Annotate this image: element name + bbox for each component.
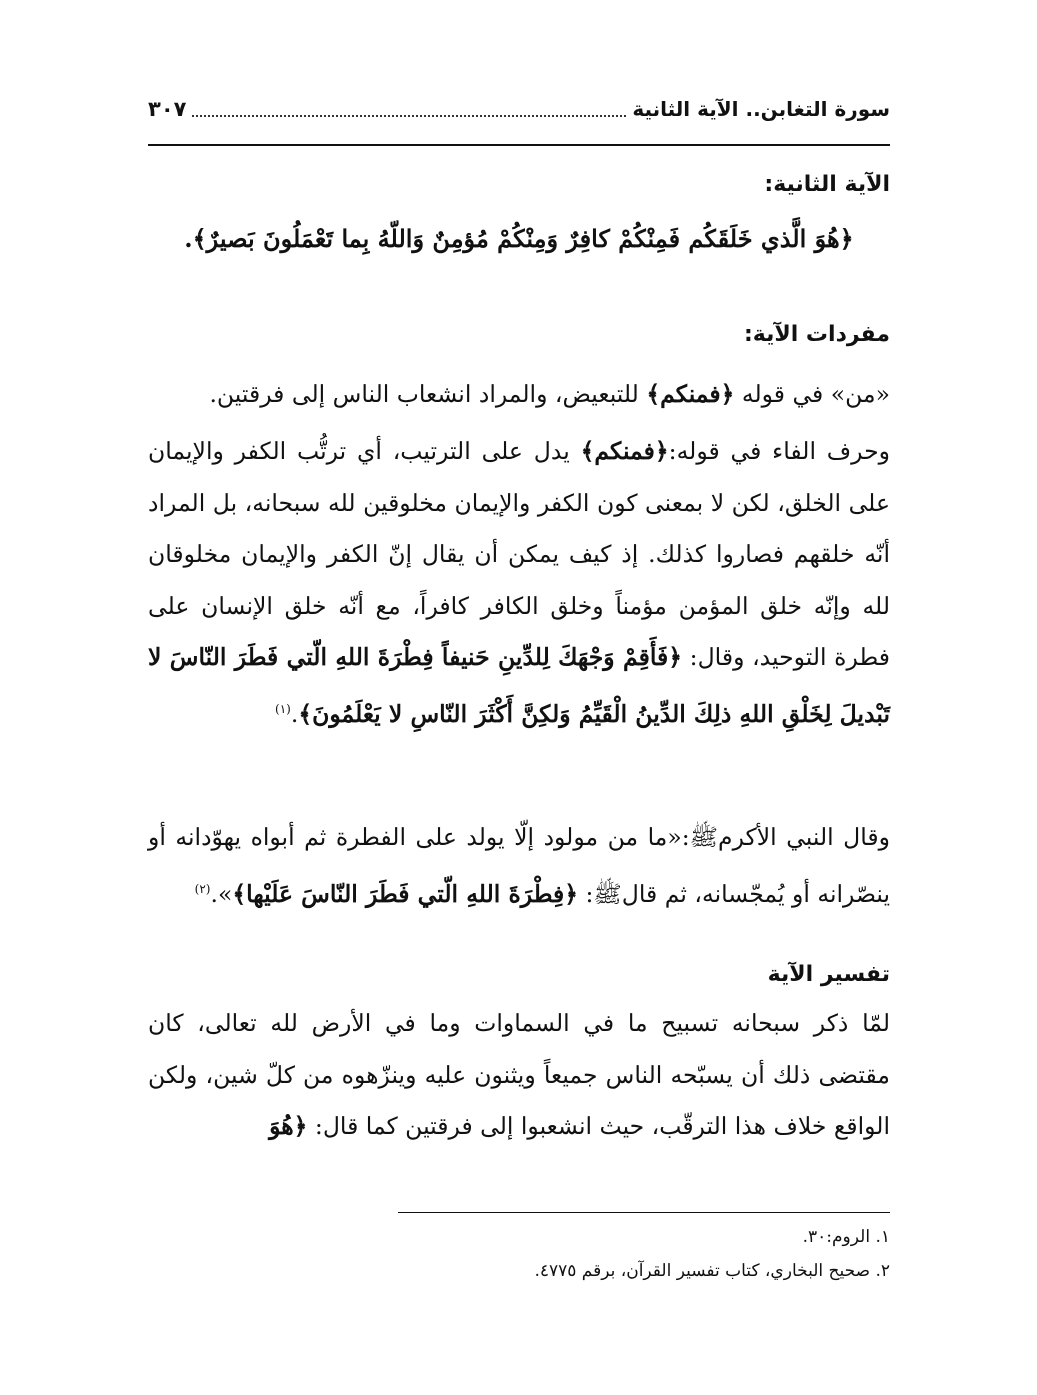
vocab-paragraph-3 [148, 812, 890, 920]
page-number: ٣٠٧ [148, 97, 187, 121]
tafsir-paragraph [148, 998, 890, 1153]
footnote-ref-1[interactable]: (١) [275, 701, 291, 716]
text: وحرف الفاء في قوله: [668, 437, 891, 465]
text: :«ما من مولود إلّا يولد على الفطرة ثم أبواه يهوّدانه أو ينصّرانه أو يُمجّسانه، ثم قال [148, 823, 890, 908]
footnote-separator [398, 1212, 890, 1213]
quran-quote: ﴿فِطْرَةَ اللهِ الّتي فَطَرَ النّاسَ عَلَيْها﴾ [232, 879, 579, 908]
vocab-heading: مفردات الآية: [743, 322, 890, 347]
quran-quote: ﴿فَأَقِمْ وَجْهَكَ لِلدِّينِ حَنيفاً فِطْرَةَ اللهِ الّتي فَطَرَ النّاسَ لا تَبْديلَ لِخَلْقِ اللهِ ذلِكَ الدِّينُ الْقَيِّمُ وَلكِنَّ أَكْثَرَ النّاسِ لا يَعْلَمُونَ﴾ [148, 643, 890, 728]
text: : [578, 879, 594, 908]
quran-verse: ﴿هُوَ الَّذي خَلَقَكُم فَمِنْكُمْ كافِرٌ وَمِنْكُمْ مُؤمِنٌ وَاللّهُ بِما تَعْمَلُونَ بَصيرٌ﴾. [184, 224, 854, 253]
quoted-word: ﴿فمنكم﴾ [646, 380, 735, 408]
vocab-paragraph-1 [148, 369, 890, 421]
text: . [290, 699, 299, 728]
footnote-ref-2[interactable]: (٢) [194, 881, 211, 896]
header-rule [148, 144, 890, 146]
text: ». [210, 879, 233, 908]
text: وقال النبي الأكرم [718, 823, 890, 851]
text: «من» في قوله [734, 380, 890, 408]
verse-heading: الآية الثانية: [764, 172, 890, 197]
honorific-symbol: ﷺ [593, 879, 622, 908]
footnote-1: ١. الروم:٣٠. [802, 1227, 890, 1247]
running-header [148, 92, 890, 126]
tafsir-heading: تفسير الآية [767, 962, 890, 987]
running-title: سورة التغابن.. الآية الثانية [632, 97, 890, 121]
text: للتبعيض، والمراد انشعاب الناس إلى فرقتين. [209, 380, 647, 408]
quran-quote: ﴿هُوَ [269, 1112, 308, 1140]
vocab-paragraph-2 [148, 426, 890, 740]
honorific-symbol: ﷺ [689, 823, 719, 851]
text: يدل على الترتيب، أي ترتُّب الكفر والإيمان على الخلق، لكن لا بمعنى كون الكفر والإيمان مخلوقين لله سبحانه، بل المراد أنّه خلقهم فصاروا كذلك. إذ كيف يمكن أن يقال إنّ الكفر والإيمان مخلوقان لله وإنّه خلق المؤمن مؤمناً وخلق الكافر كافراً، مع أنّه خلق الإنسان على فطرة التوحيد، وقال: [148, 437, 890, 671]
text: لمّا ذكر سبحانه تسبيح ما في السماوات وما في الأرض لله تعالى، كان مقتضى ذلك أن يسبّحه الناس جميعاً ويثنون عليه وينزّهوه من كلّ شين، ولكن الواقع خلاف هذا الترقّب، حيث انشعبوا إلى فرقتين كما قال: [148, 1009, 890, 1140]
footnote-2: ٢. صحيح البخاري، كتاب تفسير القرآن، برقم ٤٧٧٥. [534, 1261, 890, 1281]
quoted-word: ﴿فمنكم﴾ [580, 437, 669, 465]
header-dot-leader [192, 101, 626, 117]
